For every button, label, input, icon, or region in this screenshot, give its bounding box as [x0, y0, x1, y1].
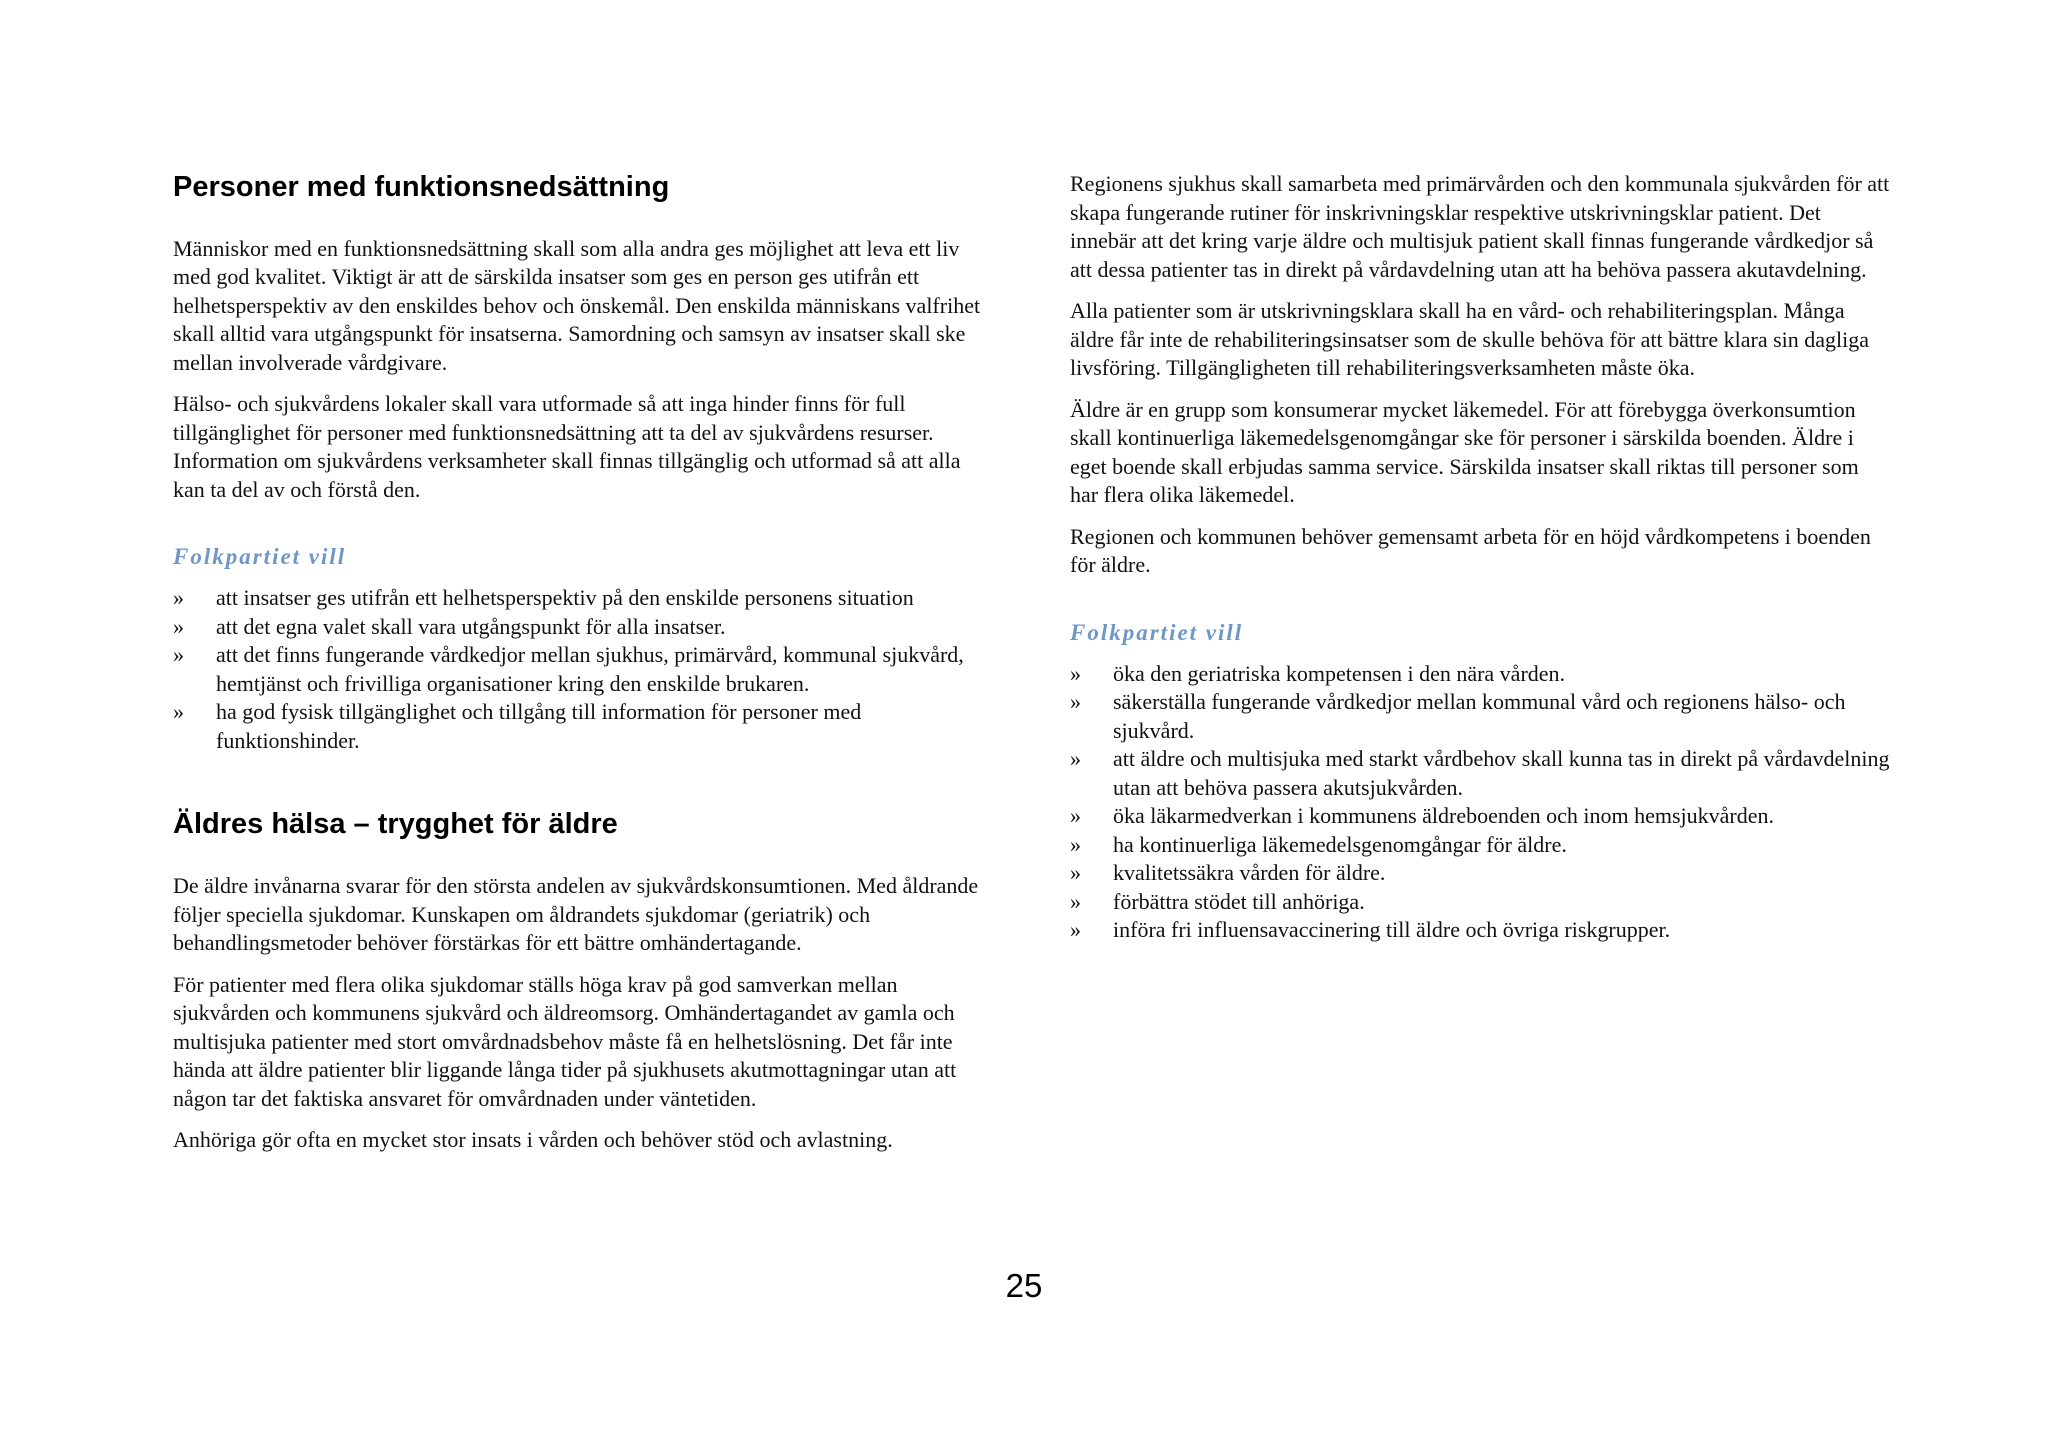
bullet-marker: »: [1070, 803, 1081, 828]
list-item-text: öka läkarmedverkan i kommunens äldreboenden och inom hemsjukvården.: [1113, 803, 1775, 828]
folkpartiet-vill-heading: Folkpartiet vill: [173, 544, 347, 570]
list-item: [173, 698, 993, 755]
list-item: [1070, 831, 1890, 860]
list-item-text: att det egna valet skall vara utgångspunkt för alla insatser.: [216, 613, 726, 639]
list-item: [173, 613, 993, 642]
bullet-marker: »: [1070, 660, 1081, 686]
bullet-marker: »: [173, 642, 184, 668]
list-item-text: att insatser ges utifrån ett helhetsperspektiv på den enskilde personens situation: [216, 585, 914, 611]
bullet-list: [1070, 660, 1890, 945]
list-item: [1070, 859, 1890, 888]
list-item: [1070, 688, 1890, 745]
bullet-marker: »: [1070, 888, 1081, 914]
bullet-marker: »: [1070, 689, 1081, 714]
list-item: [1070, 888, 1890, 917]
paragraph: Människor med en funktionsnedsättning skall som alla andra ges möjlighet att leva ett liv med god kvalitet. Viktigt är att de särskilda insatser som ges en person ges utifrån ett helhetsperspektiv av den enskildes behov och önskemål. Den enskilda människans valfrihet skall alltid vara utgångspunkt för insatserna. Samordning och samsyn av insatser skall ske mellan involverade vårdgivare.: [173, 235, 981, 375]
bullet-marker: »: [1070, 746, 1081, 771]
bullet-marker: »: [173, 699, 184, 725]
right-column: [1070, 170, 1890, 945]
folkpartiet-vill-heading: Folkpartiet vill: [1070, 619, 1244, 645]
list-item-text: ha god fysisk tillgänglighet och tillgång till information för personer med funktionshinder.: [216, 699, 862, 753]
bullet-marker: »: [173, 613, 184, 639]
list-item: [1070, 745, 1890, 802]
list-item: [173, 584, 993, 613]
paragraph: För patienter med flera olika sjukdomar ställs höga krav på god samverkan mellan sjukvården och kommunens sjukvård och äldreomsorg. Omhändertagandet av gamla och multisjuka patienter med stort omvårdnadsbehov måste få en helhetslösning. Det får inte hända att äldre patienter blir liggande långa tider på sjukhusets akutmottagningar utan att någon tar det faktiska ansvaret för omvårdnaden under väntetiden.: [173, 971, 957, 1111]
paragraph: Hälso- och sjukvårdens lokaler skall vara utformade så att inga hinder finns för full tillgänglighet för personer med funktionsnedsättning att ta del av sjukvårdens resurser. Information om sjukvårdens verksamheter skall finnas tillgänglig och utformad så att alla kan ta del av och förstå den.: [173, 391, 961, 502]
list-item-text: att äldre och multisjuka med starkt vårdbehov skall kunna tas in direkt på vårdavdelning utan att behöva passera akutsjukvården.: [1113, 746, 1890, 800]
paragraph: Äldre är en grupp som konsumerar mycket läkemedel. För att förebygga överkonsumtion skall kontinuerliga läkemedelsgenomgångar ske för personer i särskilda boenden. Äldre i eget boende skall erbjudas samma service. Särskilda insatser skall riktas till personer som har flera olika läkemedel.: [1070, 396, 1859, 507]
list-item: [1070, 802, 1890, 831]
paragraph: Regionens sjukhus skall samarbeta med primärvården och den kommunala sjukvården för att skapa fungerande rutiner för inskrivningsklar respektive utskrivningsklar patient. Det innebär att det kring varje äldre och multisjuk patient skall finnas fungerande vårdkedjor så att dessa patienter tas in direkt på vårdavdelning utan att ha behöva passera akutavdelning.: [1070, 171, 1890, 282]
bullet-marker: »: [1070, 860, 1081, 885]
bullet-list: [173, 584, 993, 755]
list-item-text: öka den geriatriska kompetensen i den nära vården.: [1113, 660, 1566, 686]
list-item: [1070, 916, 1890, 945]
list-item-text: införa fri influensavaccinering till äldre och övriga riskgrupper.: [1113, 917, 1671, 942]
paragraph: Regionen och kommunen behöver gemensamt arbeta för en höjd vårdkompetens i boenden för äldre.: [1070, 523, 1871, 577]
section-title-funktionsnedsattning: Personer med funktionsnedsättning: [173, 171, 670, 203]
paragraph: Anhöriga gör ofta en mycket stor insats i vården och behöver stöd och avlastning.: [173, 1127, 893, 1153]
bullet-marker: »: [173, 585, 184, 611]
list-item-text: säkerställa fungerande vårdkedjor mellan kommunal vård och regionens hälso- och sjukvård.: [1113, 689, 1846, 743]
bullet-marker: »: [1070, 831, 1081, 857]
list-item: [173, 641, 993, 698]
paragraph: Alla patienter som är utskrivningsklara skall ha en vård- och rehabiliteringsplan. Många äldre får inte de rehabiliteringsinsatser som de skulle behöva för att bättre klara sin dagliga livsföring. Tillgängligheten till rehabiliteringsverksamheten måste öka.: [1070, 298, 1870, 380]
section-title-aldres-halsa: Äldres hälsa – trygghet för äldre: [173, 808, 618, 841]
paragraph: De äldre invånarna svarar för den största andelen av sjukvårdskonsumtionen. Med åldrande följer speciella sjukdomar. Kunskapen om åldrandets sjukdomar (geriatrik) och behandlingsmetoder behöver förstärkas för ett bättre omhändertagande.: [173, 873, 979, 956]
list-item-text: att det finns fungerande vårdkedjor mellan sjukhus, primärvård, kommunal sjukvård, hemtjänst och frivilliga organisationer kring den enskilde brukaren.: [216, 642, 964, 696]
list-item-text: ha kontinuerliga läkemedelsgenomgångar för äldre.: [1113, 831, 1567, 857]
list-item-text: kvalitetssäkra vården för äldre.: [1113, 860, 1386, 885]
left-column: [173, 170, 993, 1168]
page-number: 25: [1005, 1267, 1043, 1304]
bullet-marker: »: [1070, 917, 1081, 942]
list-item-text: förbättra stödet till anhöriga.: [1113, 888, 1365, 914]
list-item: [1070, 660, 1890, 689]
